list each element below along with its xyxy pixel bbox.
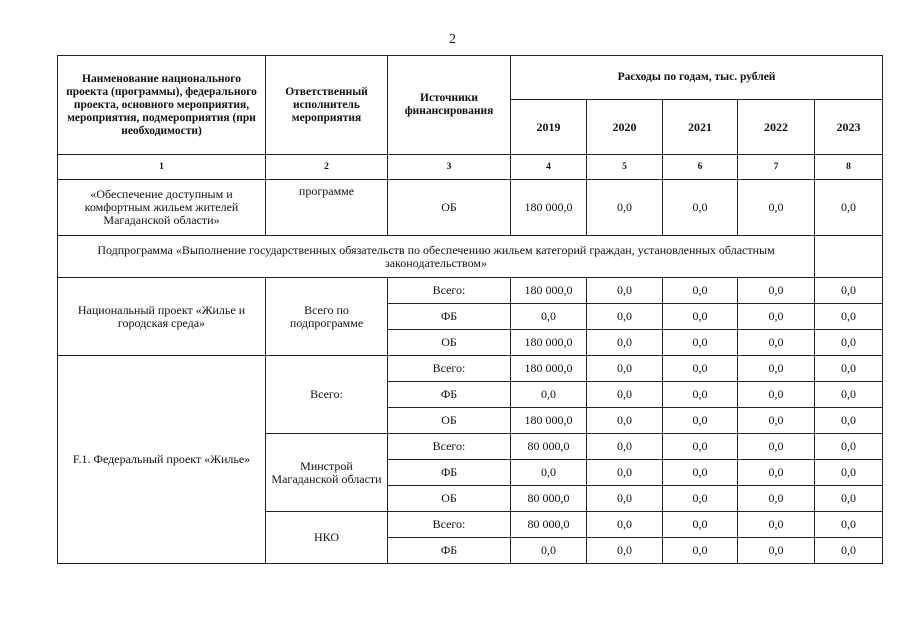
column-number-row [58,155,883,180]
value-cell: 0,0 [663,304,738,330]
value-cell: 0,0 [815,538,883,564]
value-cell: 0,0 [587,512,663,538]
source-cell: ФБ [388,538,511,564]
column-number: 2 [266,155,388,180]
source-cell: Всего: [388,278,511,304]
header-expenses: Расходы по годам, тыс. рублей [511,56,883,100]
column-number: 8 [815,155,883,180]
value-cell: 0,0 [738,330,815,356]
federal-group-responsible: Минстрой Магаданской области [266,434,388,512]
column-number: 3 [388,155,511,180]
value-cell: 0,0 [663,382,738,408]
header-year: 2021 [663,100,738,155]
header-responsible: Ответственный исполнитель мероприятия [266,56,388,155]
program-name: «Обеспечение доступным и комфортным жильем жителей Магаданской области» [58,180,266,236]
header-sources: Источники финансирования [388,56,511,155]
value-cell: 0,0 [511,538,587,564]
column-number: 7 [738,155,815,180]
source-cell: Всего: [388,512,511,538]
empty-cell [815,236,883,278]
column-number: 4 [511,155,587,180]
column-number: 1 [58,155,266,180]
national-project-responsible: Всего по подпрограмме [266,278,388,356]
value-cell: 80 000,0 [511,486,587,512]
subprogram-row [58,236,883,278]
value-cell: 0,0 [587,408,663,434]
financing-table [57,55,883,564]
header-year: 2022 [738,100,815,155]
value-cell: 0,0 [587,180,663,236]
federal-project-name: F.1. Федеральный проект «Жилье» [58,356,266,564]
value-cell: 0,0 [587,330,663,356]
value-cell: 0,0 [587,460,663,486]
source-cell: Всего: [388,434,511,460]
value-cell: 0,0 [738,408,815,434]
value-cell: 0,0 [511,382,587,408]
value-cell: 0,0 [663,408,738,434]
value-cell: 0,0 [738,434,815,460]
value-cell: 80 000,0 [511,512,587,538]
value-cell: 0,0 [815,486,883,512]
value-cell: 0,0 [738,356,815,382]
value-cell: 0,0 [663,460,738,486]
value-cell: 0,0 [663,538,738,564]
value-cell: 180 000,0 [511,180,587,236]
table-row [58,278,883,304]
page-number: 2 [449,32,456,47]
value-cell: 0,0 [815,356,883,382]
source-cell: ОБ [388,486,511,512]
value-cell: 0,0 [663,486,738,512]
value-cell: 0,0 [815,408,883,434]
value-cell: 0,0 [587,486,663,512]
value-cell: 0,0 [738,278,815,304]
source-cell: ФБ [388,460,511,486]
program-responsible: программе [266,180,388,236]
column-number: 6 [663,155,738,180]
value-cell: 0,0 [738,180,815,236]
federal-group-responsible: Всего: [266,356,388,434]
value-cell: 0,0 [663,512,738,538]
value-cell: 0,0 [815,304,883,330]
value-cell: 0,0 [511,460,587,486]
value-cell: 180 000,0 [511,408,587,434]
value-cell: 0,0 [738,460,815,486]
value-cell: 0,0 [663,278,738,304]
value-cell: 0,0 [738,538,815,564]
value-cell: 180 000,0 [511,356,587,382]
source-cell: ОБ [388,408,511,434]
federal-group-responsible: НКО [266,512,388,564]
source-cell: ФБ [388,382,511,408]
subprogram-title: Подпрограмма «Выполнение государственных обязательств по обеспечению жильем категорий граждан, установленных областным законодательством» [58,236,815,278]
value-cell: 0,0 [511,304,587,330]
source-cell: ОБ [388,330,511,356]
value-cell: 180 000,0 [511,278,587,304]
value-cell: 0,0 [587,356,663,382]
value-cell: 0,0 [738,382,815,408]
header-year: 2019 [511,100,587,155]
value-cell: 0,0 [815,512,883,538]
source-cell: ФБ [388,304,511,330]
value-cell: 0,0 [663,434,738,460]
value-cell: 0,0 [815,180,883,236]
program-source: ОБ [388,180,511,236]
value-cell: 0,0 [815,330,883,356]
value-cell: 0,0 [738,512,815,538]
header-name: Наименование национального проекта (программы), федерального проекта, основного мероприятия, мероприятия, подмероприятия (при необходимости) [58,56,266,155]
value-cell: 0,0 [815,278,883,304]
value-cell: 0,0 [663,330,738,356]
value-cell: 0,0 [738,486,815,512]
column-number: 5 [587,155,663,180]
value-cell: 0,0 [587,382,663,408]
value-cell: 80 000,0 [511,434,587,460]
header-row [58,56,883,100]
program-row [58,180,883,236]
national-project-name: Национальный проект «Жилье и городская среда» [58,278,266,356]
value-cell: 0,0 [587,278,663,304]
value-cell: 0,0 [587,538,663,564]
value-cell: 0,0 [587,304,663,330]
source-cell: Всего: [388,356,511,382]
value-cell: 0,0 [815,382,883,408]
value-cell: 0,0 [815,460,883,486]
value-cell: 0,0 [587,434,663,460]
table-row [58,356,883,382]
value-cell: 180 000,0 [511,330,587,356]
value-cell: 0,0 [663,356,738,382]
header-year: 2023 [815,100,883,155]
value-cell: 0,0 [815,434,883,460]
header-year: 2020 [587,100,663,155]
value-cell: 0,0 [738,304,815,330]
value-cell: 0,0 [663,180,738,236]
